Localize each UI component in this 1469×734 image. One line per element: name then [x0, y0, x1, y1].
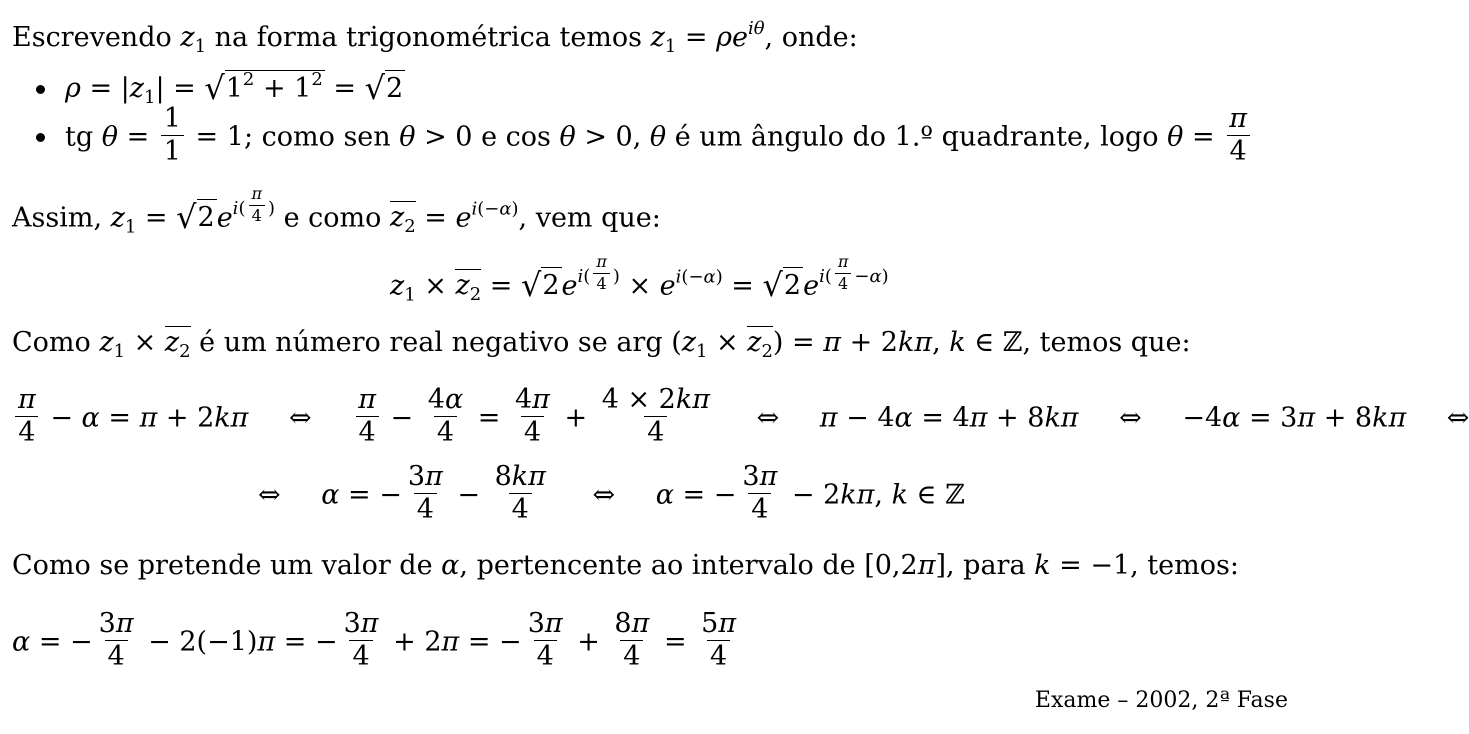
- product-equation: $z_1 \times z_2 = √2e^{i( \frac{\pi}{4} )} \times e^{i(-\alpha)} = √2e^{i( \frac{\pi}{4} -\alpha)}$: [390, 252, 889, 306]
- assim-line: Assim, $z_1 = √2e^{i( \frac{\pi}{4} )}$ e como $z_2 = e^{i(-\alpha)}$, vem que:: [12, 184, 661, 238]
- solving-equation-2: ⇔ α = − $\frac{3\pi}{4}$ − $\frac{8k\pi}{4}$ ⇔ α = − $\frac{3\pi}{4}$ − 2kπ, k ∈ ℤ: [258, 461, 965, 526]
- final-equation: α = − $\frac{3\pi}{4}$ − 2(−1)π = − $\frac{3\pi}{4}$ + 2π = − $\frac{3\pi}{4}$ + $\frac{8\pi}{4}$ = $\frac{5\pi}{4}$: [12, 608, 737, 673]
- solving-equation-1: $\frac{\pi}{4}$ − α = π + 2kπ ⇔ $\frac{\pi}{4}$ − $\frac{4\alpha}{4}$ = $\frac{4\pi}{4}$ + $\frac{4 \times 2k\pi}{4}$ ⇔ π − 4α = 4π + 8kπ ⇔ −4α = 3π + 8kπ ⇔: [12, 388, 1469, 450]
- condition-line: Como $z_1 \times z_2$ é um número real negativo se arg $(z_1 \times z_2) = \pi + 2k\pi$, k ∈ ℤ, temos que:: [12, 327, 1191, 362]
- intro-line: Escrevendo $z_1$ na forma trigonométrica temos $z_1 = \rho e^{i\theta}$, onde:: [12, 18, 858, 57]
- bullet-icon: [36, 133, 45, 142]
- bullet-icon: [36, 85, 45, 94]
- bullet-modulus: $\rho = |z_1| = √1^2 + 1^2 = √2$: [36, 70, 405, 102]
- source-footer: Exame – 2002, 2ª Fase: [1034, 688, 1288, 713]
- bullet-argument: tg θ = $\frac{1}{1}$ = 1; como sen θ > 0 e cos θ > 0, θ é um ângulo do 1.º quadrante, logo θ = $\frac{\pi}{4}$: [36, 107, 1253, 169]
- interval-line: Como se pretende um valor de α, pertencente ao intervalo de [0,2π], para k = −1, temos:: [12, 550, 1239, 581]
